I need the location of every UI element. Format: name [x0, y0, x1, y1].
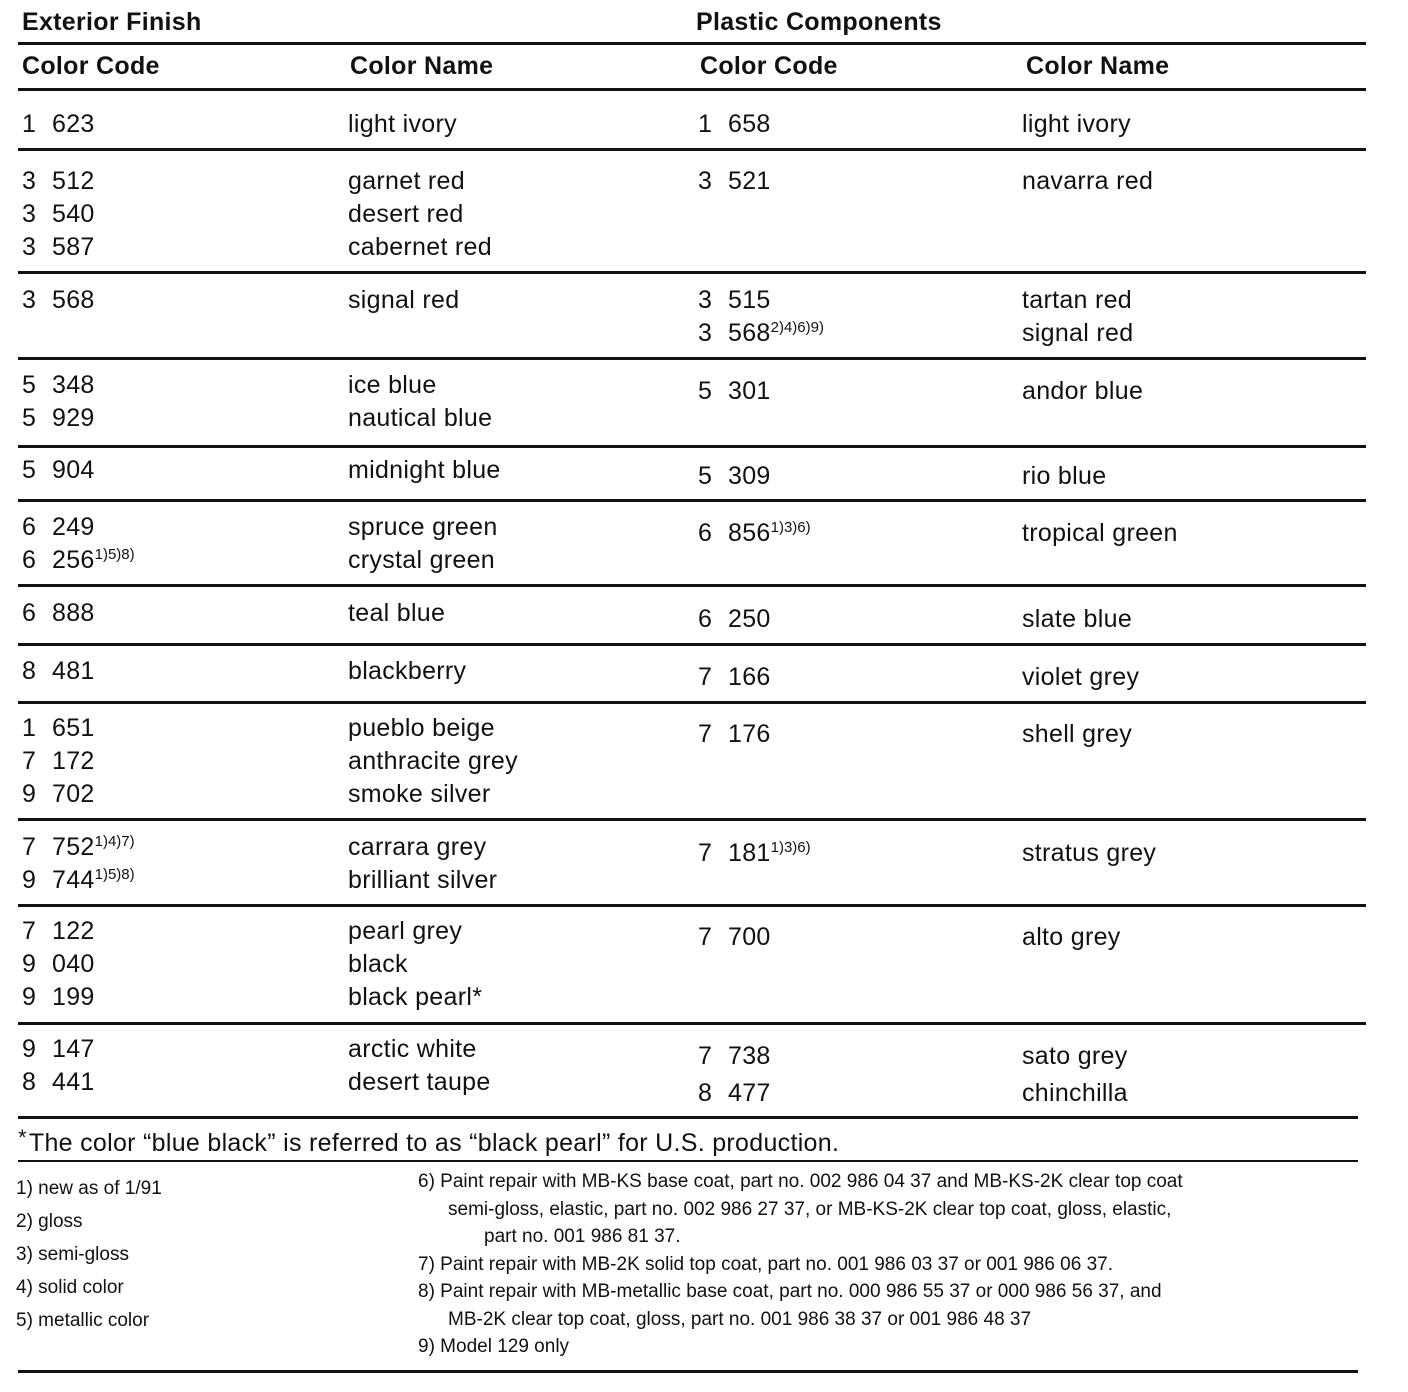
rule — [18, 1022, 1366, 1025]
plastic-name-cell — [1022, 284, 1132, 317]
rule — [18, 499, 1366, 502]
color-code-prefix: 9 — [22, 983, 37, 1011]
plastic-code-cell — [698, 284, 771, 317]
exterior-name-cell — [348, 284, 459, 317]
footnote-2: 2) gloss — [16, 1211, 83, 1232]
color-code-prefix: 3 — [698, 286, 713, 314]
color-code-number: 441 — [52, 1068, 95, 1096]
rule — [18, 818, 1366, 821]
color-name: ice blue — [348, 371, 437, 399]
color-code-number: 521 — [728, 167, 771, 195]
color-code-prefix: 6 — [698, 605, 713, 633]
color-code-prefix: 5 — [22, 371, 37, 399]
color-code — [698, 375, 771, 408]
color-name: alto grey — [1022, 923, 1121, 951]
color-name: carrara grey — [348, 833, 487, 861]
color-code-prefix: 6 — [22, 513, 37, 541]
exterior-code-cell — [22, 454, 95, 487]
color-code-prefix: 3 — [22, 167, 37, 195]
color-name: black pearl* — [348, 983, 483, 1011]
exterior-code-cell — [22, 597, 95, 630]
exterior-name-cell — [348, 655, 466, 688]
rule — [18, 148, 1366, 151]
color-code — [698, 108, 771, 141]
color-code-prefix: 7 — [698, 720, 713, 748]
color-code-prefix: 6 — [698, 519, 713, 547]
color-code-number: 477 — [728, 1079, 771, 1107]
plastic-name-cell — [1022, 718, 1132, 751]
plastic-name-cell — [1022, 1077, 1128, 1110]
color-code-number: 738 — [728, 1042, 771, 1070]
color-code-number: 181 — [728, 839, 771, 867]
column-header-color-code: Color Code — [700, 52, 838, 80]
rule — [18, 88, 1366, 91]
color-code-number: 904 — [52, 456, 95, 484]
plastic-name-cell — [1022, 1040, 1128, 1073]
color-code-number: 481 — [52, 657, 95, 685]
color-name: cabernet red — [348, 233, 492, 261]
asterisk-note-text: The color “blue black” is referred to as “black pearl” for U.S. production. — [28, 1129, 840, 1157]
exterior-code-cell — [22, 915, 95, 1014]
color-code-prefix: 3 — [698, 167, 713, 195]
color-code-number: 147 — [52, 1035, 95, 1063]
plastic-code-cell — [698, 165, 771, 198]
color-code-number: 172 — [52, 747, 95, 775]
color-name: light ivory — [1022, 110, 1131, 138]
color-code-number: 348 — [52, 371, 95, 399]
color-code-prefix: 5 — [22, 404, 37, 432]
footnote-6-line-1: 6) Paint repair with MB-KS base coat, part no. 002 986 04 37 and MB-KS-2K clear top coat — [418, 1171, 1183, 1192]
color-code — [698, 317, 824, 350]
exterior-name-cell — [348, 831, 497, 897]
color-code-prefix: 7 — [698, 923, 713, 951]
exterior-name-cell — [348, 597, 445, 630]
color-code-number: 256 — [52, 546, 95, 574]
color-code-number: 166 — [728, 663, 771, 691]
rule — [18, 357, 1366, 360]
color-code — [698, 603, 771, 636]
exterior-code-cell — [22, 712, 95, 811]
plastic-name-cell — [1022, 603, 1132, 636]
plastic-code-cell — [698, 517, 811, 550]
color-code — [22, 948, 95, 981]
color-code-number: 700 — [728, 923, 771, 951]
exterior-name-cell — [348, 165, 492, 264]
color-code-prefix: 8 — [698, 1079, 713, 1107]
color-code-prefix: 7 — [22, 747, 37, 775]
color-code — [22, 284, 95, 317]
plastic-name-cell — [1022, 317, 1133, 350]
color-code — [22, 454, 95, 487]
color-name: andor blue — [1022, 377, 1144, 405]
rule — [18, 1116, 1358, 1119]
color-code-number: 929 — [52, 404, 95, 432]
color-name: teal blue — [348, 599, 446, 627]
color-code — [22, 198, 95, 231]
color-code-number: 568 — [728, 319, 771, 347]
color-code — [22, 511, 135, 544]
color-code-prefix: 8 — [22, 1068, 37, 1096]
color-code-number: 623 — [52, 110, 95, 138]
color-code — [22, 745, 95, 778]
footnote-reference: 1)5)8) — [94, 866, 135, 883]
rule — [18, 584, 1366, 587]
color-code-prefix: 7 — [698, 1042, 713, 1070]
color-code-prefix: 3 — [22, 200, 37, 228]
plastic-code-cell — [698, 718, 771, 751]
exterior-name-cell — [348, 712, 518, 811]
plastic-code-cell — [698, 317, 824, 350]
exterior-name-cell — [348, 454, 501, 487]
color-code-prefix: 9 — [22, 1035, 37, 1063]
color-name: anthracite grey — [348, 747, 518, 775]
exterior-code-cell — [22, 369, 95, 435]
footnote-reference: 1)3)6) — [770, 519, 811, 536]
footnote-reference: 1)3)6) — [770, 839, 811, 856]
color-name: rio blue — [1022, 462, 1107, 490]
exterior-code-cell — [22, 1033, 95, 1099]
color-code — [22, 864, 135, 897]
footnote-8-line-1: 8) Paint repair with MB-metallic base coat, part no. 000 986 55 37 or 000 986 56 37, and — [418, 1281, 1162, 1302]
color-name: midnight blue — [348, 456, 501, 484]
color-code — [22, 712, 95, 745]
color-code-prefix: 5 — [698, 462, 713, 490]
color-name: brilliant silver — [348, 866, 498, 894]
rule — [18, 1160, 1358, 1162]
color-name: signal red — [1022, 319, 1134, 347]
color-name: shell grey — [1022, 720, 1132, 748]
exterior-code-cell — [22, 108, 95, 141]
footnote-reference: 2)4)6)9) — [770, 319, 824, 336]
color-name: slate blue — [1022, 605, 1133, 633]
plastic-code-cell — [698, 1077, 771, 1110]
color-code-number: 888 — [52, 599, 95, 627]
exterior-name-cell — [348, 511, 498, 577]
footnotes-right — [418, 1168, 1348, 1361]
footnote-5: 5) metallic color — [16, 1310, 150, 1331]
color-code-prefix: 1 — [22, 714, 37, 742]
color-code-prefix: 9 — [22, 950, 37, 978]
color-code-number: 176 — [728, 720, 771, 748]
color-code — [698, 837, 811, 870]
plastic-code-cell — [698, 108, 771, 141]
color-code-number: 568 — [52, 286, 95, 314]
plastic-code-cell — [698, 460, 771, 493]
exterior-code-cell — [22, 165, 95, 264]
color-name: blackberry — [348, 657, 467, 685]
color-code — [698, 661, 771, 694]
footnote-reference: 1)5)8) — [94, 546, 135, 563]
footnote-7: 7) Paint repair with MB-2K solid top coat, part no. 001 986 03 37 or 001 986 06 37. — [418, 1253, 1113, 1275]
rule — [18, 1370, 1358, 1373]
color-name: spruce green — [348, 513, 498, 541]
color-code — [22, 597, 95, 630]
color-code-number: 702 — [52, 780, 95, 808]
asterisk-note — [18, 1125, 839, 1158]
color-code-number: 658 — [728, 110, 771, 138]
color-code-prefix: 3 — [698, 319, 713, 347]
color-name: chinchilla — [1022, 1079, 1128, 1107]
color-code — [698, 921, 771, 954]
color-code — [22, 231, 95, 264]
rule — [18, 701, 1366, 704]
color-name: crystal green — [348, 546, 496, 574]
color-code — [22, 369, 95, 402]
footnote-6-line-2: semi-gloss, elastic, part no. 002 986 27 37, or MB-KS-2K clear top coat, gloss, elastic, — [448, 1198, 1172, 1220]
color-code-prefix: 9 — [22, 780, 37, 808]
exterior-code-cell — [22, 284, 95, 317]
color-name: smoke silver — [348, 780, 491, 808]
color-code — [22, 544, 135, 577]
color-code — [698, 284, 771, 317]
footnote-6-line-3: part no. 001 986 81 37. — [484, 1226, 681, 1247]
color-code-prefix: 7 — [698, 663, 713, 691]
exterior-name-cell — [348, 108, 457, 141]
color-code-number: 651 — [52, 714, 95, 742]
color-code — [698, 1040, 771, 1073]
footnote-9: 9) Model 129 only — [418, 1336, 570, 1357]
color-code-prefix: 6 — [22, 546, 37, 574]
footnote-reference: 1)4)7) — [94, 833, 135, 850]
color-name: sato grey — [1022, 1042, 1128, 1070]
color-code — [698, 517, 811, 550]
color-code-number: 122 — [52, 917, 95, 945]
color-code-prefix: 7 — [22, 833, 37, 861]
color-code-prefix: 3 — [22, 233, 37, 261]
rule — [18, 643, 1366, 646]
exterior-name-cell — [348, 369, 492, 435]
color-name: light ivory — [348, 110, 457, 138]
color-code — [22, 915, 95, 948]
plastic-code-cell — [698, 603, 771, 636]
exterior-name-cell — [348, 1033, 491, 1099]
color-name: desert taupe — [348, 1068, 491, 1096]
color-name: garnet red — [348, 167, 465, 195]
plastic-name-cell — [1022, 108, 1131, 141]
color-code-number: 744 — [52, 866, 95, 894]
footnote-1: 1) new as of 1/91 — [16, 1178, 162, 1199]
color-code-number: 515 — [728, 286, 771, 314]
color-code — [22, 108, 95, 141]
color-code-prefix: 1 — [698, 110, 713, 138]
footnotes-left — [16, 1172, 162, 1337]
plastic-name-cell — [1022, 165, 1153, 198]
color-code-number: 199 — [52, 983, 95, 1011]
color-code-number: 512 — [52, 167, 95, 195]
color-name: desert red — [348, 200, 464, 228]
color-code-number: 301 — [728, 377, 771, 405]
color-code — [22, 165, 95, 198]
color-code — [22, 1066, 95, 1099]
color-name: pearl grey — [348, 917, 463, 945]
color-code-number: 587 — [52, 233, 95, 261]
plastic-name-cell — [1022, 517, 1178, 550]
plastic-code-cell — [698, 375, 771, 408]
color-code — [22, 778, 95, 811]
color-code-prefix: 1 — [22, 110, 37, 138]
color-code — [22, 831, 135, 864]
plastic-name-cell — [1022, 921, 1121, 954]
footnote-3: 3) semi-gloss — [16, 1244, 129, 1265]
footnote-4: 4) solid color — [16, 1277, 124, 1298]
color-code-number: 752 — [52, 833, 95, 861]
color-code-number: 309 — [728, 462, 771, 490]
color-code-prefix: 3 — [22, 286, 37, 314]
color-code-prefix: 6 — [22, 599, 37, 627]
footnote-8-line-2: MB-2K clear top coat, gloss, part no. 001 986 38 37 or 001 986 48 37 — [448, 1308, 1032, 1330]
color-name: tropical green — [1022, 519, 1178, 547]
plastic-name-cell — [1022, 661, 1139, 694]
color-code-prefix: 9 — [22, 866, 37, 894]
color-name: violet grey — [1022, 663, 1140, 691]
color-name: black — [348, 950, 408, 978]
color-code-prefix: 7 — [22, 917, 37, 945]
color-code-number: 540 — [52, 200, 95, 228]
plastic-name-cell — [1022, 375, 1143, 408]
color-code — [698, 460, 771, 493]
plastic-code-cell — [698, 661, 771, 694]
asterisk-mark: * — [18, 1125, 27, 1150]
color-code-prefix: 5 — [22, 456, 37, 484]
color-name: tartan red — [1022, 286, 1133, 314]
rule — [692, 42, 1366, 45]
exterior-code-cell — [22, 655, 95, 688]
exterior-code-cell — [22, 831, 135, 897]
column-header-color-name: Color Name — [1026, 52, 1170, 80]
exterior-name-cell — [348, 915, 482, 1014]
section-title-exterior-finish: Exterior Finish — [22, 8, 202, 36]
plastic-code-cell — [698, 1040, 771, 1073]
rule — [18, 42, 704, 45]
rule — [18, 904, 1366, 907]
color-code — [22, 981, 95, 1014]
color-code — [22, 655, 95, 688]
color-name: navarra red — [1022, 167, 1154, 195]
plastic-name-cell — [1022, 837, 1156, 870]
exterior-code-cell — [22, 511, 135, 577]
color-code-number: 250 — [728, 605, 771, 633]
color-name: signal red — [348, 286, 460, 314]
color-code — [22, 402, 95, 435]
color-code-prefix: 8 — [22, 657, 37, 685]
plastic-code-cell — [698, 837, 811, 870]
color-code — [698, 718, 771, 751]
column-header-color-name: Color Name — [350, 52, 494, 80]
color-code-prefix: 7 — [698, 839, 713, 867]
color-code-number: 040 — [52, 950, 95, 978]
plastic-code-cell — [698, 921, 771, 954]
color-code — [698, 165, 771, 198]
color-code — [22, 1033, 95, 1066]
color-name: stratus grey — [1022, 839, 1157, 867]
color-code-number: 249 — [52, 513, 95, 541]
section-title-plastic-components: Plastic Components — [696, 8, 942, 36]
color-name: nautical blue — [348, 404, 493, 432]
color-name: pueblo beige — [348, 714, 495, 742]
plastic-name-cell — [1022, 460, 1106, 493]
color-code — [698, 1077, 771, 1110]
color-name: arctic white — [348, 1035, 477, 1063]
color-code-number: 856 — [728, 519, 771, 547]
rule — [18, 445, 1366, 448]
rule — [18, 271, 1366, 274]
color-code-prefix: 5 — [698, 377, 713, 405]
column-header-color-code: Color Code — [22, 52, 160, 80]
